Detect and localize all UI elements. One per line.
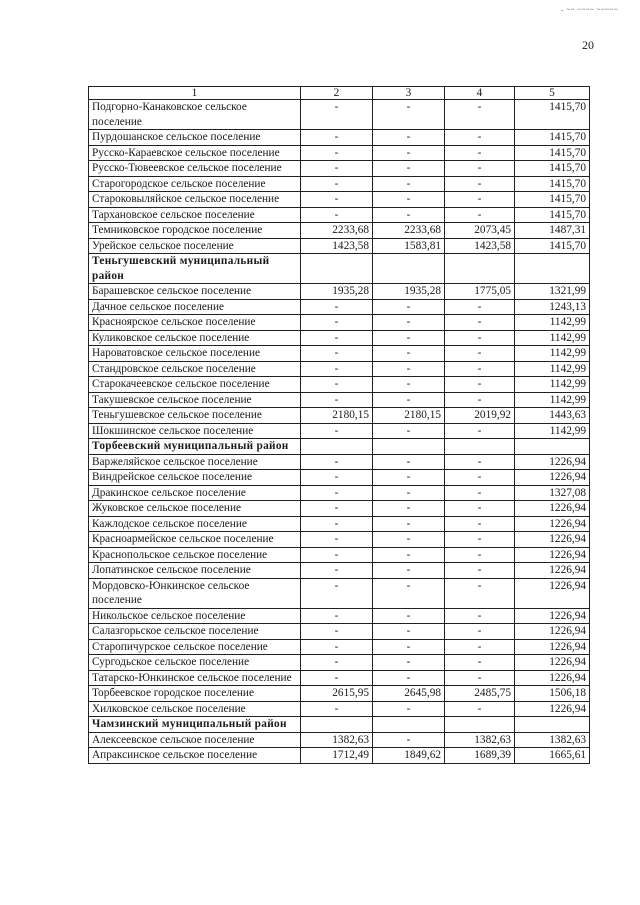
table-header-row [89, 87, 590, 100]
value-cell-c3: - [373, 145, 445, 161]
table-row [89, 547, 590, 563]
settlement-name-cell: Нароватовское сельское поселение [89, 346, 301, 362]
table-row [89, 655, 590, 671]
value-cell-c2: 1935,28 [301, 284, 373, 300]
value-cell-c3: - [373, 655, 445, 671]
value-cell-c5: 1415,70 [515, 145, 590, 161]
column-header: 2 [301, 87, 373, 100]
value-cell-c5: 1226,94 [515, 639, 590, 655]
value-cell-c2: - [301, 207, 373, 223]
value-cell-c2: 2180,15 [301, 408, 373, 424]
settlement-name-cell: Старокачеевское сельское поселение [89, 377, 301, 393]
value-cell-c2: - [301, 392, 373, 408]
value-cell-c3: - [373, 330, 445, 346]
value-cell-c4: - [445, 485, 515, 501]
value-cell-c3: - [373, 161, 445, 177]
value-cell-c4: - [445, 454, 515, 470]
value-cell-c5: 1142,99 [515, 377, 590, 393]
table-row [89, 686, 590, 702]
table-row [89, 516, 590, 532]
value-cell-c5: 1415,70 [515, 207, 590, 223]
value-cell-c3 [373, 254, 445, 284]
value-cell-c3: - [373, 470, 445, 486]
value-cell-c3: - [373, 501, 445, 517]
table-row [89, 100, 590, 130]
value-cell-c4: - [445, 578, 515, 608]
settlement-name-cell: Старопичурское сельское поселение [89, 639, 301, 655]
settlement-name-cell: Теньгушевское сельское поселение [89, 408, 301, 424]
value-cell-c3: - [373, 130, 445, 146]
value-cell-c4: - [445, 608, 515, 624]
table-row [89, 330, 590, 346]
value-cell-c2: - [301, 516, 373, 532]
value-cell-c2: 2615,95 [301, 686, 373, 702]
value-cell-c2: 1423,58 [301, 238, 373, 254]
value-cell-c3: - [373, 639, 445, 655]
column-header: 4 [445, 87, 515, 100]
value-cell-c4: - [445, 423, 515, 439]
value-cell-c2: - [301, 532, 373, 548]
table-row [89, 501, 590, 517]
settlement-name-cell: Татарско-Юнкинское сельское поселение [89, 670, 301, 686]
value-cell-c2: - [301, 485, 373, 501]
value-cell-c5: 1142,99 [515, 346, 590, 362]
value-cell-c2: - [301, 315, 373, 331]
value-cell-c3: - [373, 423, 445, 439]
table-row [89, 624, 590, 640]
table-row [89, 701, 590, 717]
value-cell-c3: 1583,81 [373, 238, 445, 254]
value-cell-c5: 1226,94 [515, 454, 590, 470]
value-cell-c4: - [445, 470, 515, 486]
settlement-name-cell: Варжеляйское сельское поселение [89, 454, 301, 470]
column-header: 3 [373, 87, 445, 100]
settlement-name-cell: Староковыляйское сельское поселение [89, 192, 301, 208]
value-cell-c4: - [445, 624, 515, 640]
value-cell-c5 [515, 717, 590, 733]
settlement-name-cell: Дракинское сельское поселение [89, 485, 301, 501]
value-cell-c3: - [373, 516, 445, 532]
settlement-name-cell: Алексеевское сельское поселение [89, 732, 301, 748]
value-cell-c4: - [445, 563, 515, 579]
value-cell-c4: - [445, 701, 515, 717]
value-cell-c4: - [445, 361, 515, 377]
table-row [89, 346, 590, 362]
value-cell-c5: 1415,70 [515, 100, 590, 130]
value-cell-c2 [301, 254, 373, 284]
settlement-name-cell: Салазгорьское сельское поселение [89, 624, 301, 640]
value-cell-c3: - [373, 346, 445, 362]
value-cell-c2: - [301, 470, 373, 486]
value-cell-c4 [445, 717, 515, 733]
value-cell-c2: - [301, 130, 373, 146]
value-cell-c3: - [373, 207, 445, 223]
column-header: 1 [89, 87, 301, 100]
table-row [89, 563, 590, 579]
settlement-name-cell: Торбеевский муниципальный район [89, 439, 301, 455]
value-cell-c2: - [301, 346, 373, 362]
value-cell-c2: - [301, 547, 373, 563]
settlement-name-cell: Подгорно-Канаковское сельское поселение [89, 100, 301, 130]
value-cell-c3: 1935,28 [373, 284, 445, 300]
settlement-name-cell: Краснопольское сельское поселение [89, 547, 301, 563]
value-cell-c5 [515, 439, 590, 455]
table-row [89, 408, 590, 424]
settlement-name-cell: Торбеевское городское поселение [89, 686, 301, 702]
value-cell-c4 [445, 439, 515, 455]
table-row [89, 130, 590, 146]
value-cell-c2: - [301, 176, 373, 192]
tariff-table [88, 86, 590, 764]
settlement-name-cell: Красноярское сельское поселение [89, 315, 301, 331]
table-row [89, 454, 590, 470]
value-cell-c5: 1142,99 [515, 330, 590, 346]
value-cell-c2: - [301, 161, 373, 177]
value-cell-c3: - [373, 547, 445, 563]
value-cell-c5: 1226,94 [515, 608, 590, 624]
value-cell-c4: - [445, 547, 515, 563]
table-row [89, 192, 590, 208]
value-cell-c4: - [445, 207, 515, 223]
settlement-name-cell: Апраксинское сельское поселение [89, 748, 301, 764]
value-cell-c3: - [373, 392, 445, 408]
table-row [89, 470, 590, 486]
settlement-name-cell: Мордовско-Юнкинское сельское поселение [89, 578, 301, 608]
value-cell-c5: 1415,70 [515, 192, 590, 208]
table-row [89, 161, 590, 177]
district-row [89, 439, 590, 455]
value-cell-c2: - [301, 423, 373, 439]
settlement-name-cell: Красноармейское сельское поселение [89, 532, 301, 548]
value-cell-c2 [301, 717, 373, 733]
value-cell-c4: - [445, 670, 515, 686]
value-cell-c3: - [373, 485, 445, 501]
value-cell-c5: 1226,94 [515, 470, 590, 486]
value-cell-c2: - [301, 192, 373, 208]
value-cell-c5: 1243,13 [515, 299, 590, 315]
page-number: 20 [582, 38, 594, 52]
value-cell-c3: - [373, 315, 445, 331]
value-cell-c5: 1415,70 [515, 238, 590, 254]
value-cell-c4: - [445, 639, 515, 655]
settlement-name-cell: Шокшинское сельское поселение [89, 423, 301, 439]
settlement-name-cell: Пурдошанское сельское поселение [89, 130, 301, 146]
value-cell-c3: 2180,15 [373, 408, 445, 424]
value-cell-c2: - [301, 100, 373, 130]
value-cell-c3: - [373, 608, 445, 624]
settlement-name-cell: Куликовское сельское поселение [89, 330, 301, 346]
value-cell-c3: - [373, 377, 445, 393]
value-cell-c3: - [373, 532, 445, 548]
value-cell-c4: - [445, 161, 515, 177]
value-cell-c4: 1775,05 [445, 284, 515, 300]
value-cell-c4: - [445, 145, 515, 161]
value-cell-c5: 1665,61 [515, 748, 590, 764]
value-cell-c4: - [445, 315, 515, 331]
value-cell-c2: 1382,63 [301, 732, 373, 748]
table-row [89, 423, 590, 439]
value-cell-c3: 1849,62 [373, 748, 445, 764]
value-cell-c5: 1226,94 [515, 501, 590, 517]
value-cell-c3: - [373, 578, 445, 608]
value-cell-c5: 1142,99 [515, 315, 590, 331]
settlement-name-cell: Хилковское сельское поселение [89, 701, 301, 717]
value-cell-c4: - [445, 516, 515, 532]
table-row [89, 639, 590, 655]
value-cell-c2: - [301, 299, 373, 315]
settlement-name-cell: Никольское сельское поселение [89, 608, 301, 624]
value-cell-c5: 1415,70 [515, 161, 590, 177]
value-cell-c2: - [301, 578, 373, 608]
value-cell-c3: - [373, 454, 445, 470]
district-row [89, 717, 590, 733]
value-cell-c3: - [373, 192, 445, 208]
table-row [89, 670, 590, 686]
table-row [89, 578, 590, 608]
value-cell-c4: 1423,58 [445, 238, 515, 254]
value-cell-c5: 1226,94 [515, 624, 590, 640]
value-cell-c4: - [445, 192, 515, 208]
table-row [89, 176, 590, 192]
settlement-name-cell: Лопатинское сельское поселение [89, 563, 301, 579]
value-cell-c2: - [301, 361, 373, 377]
value-cell-c4: - [445, 655, 515, 671]
value-cell-c5: 1415,70 [515, 176, 590, 192]
value-cell-c3: - [373, 670, 445, 686]
value-cell-c5: 1382,63 [515, 732, 590, 748]
table-row [89, 748, 590, 764]
table-row [89, 145, 590, 161]
value-cell-c5: 1415,70 [515, 130, 590, 146]
table-row [89, 732, 590, 748]
settlement-name-cell: Кажлодское сельское поселение [89, 516, 301, 532]
value-cell-c5: 1506,18 [515, 686, 590, 702]
value-cell-c5: 1487,31 [515, 223, 590, 239]
value-cell-c3: - [373, 624, 445, 640]
value-cell-c3: - [373, 563, 445, 579]
value-cell-c5: 1142,99 [515, 361, 590, 377]
value-cell-c4: 2019,92 [445, 408, 515, 424]
table-row [89, 377, 590, 393]
value-cell-c2: 2233,68 [301, 223, 373, 239]
settlement-name-cell: Сургодьское сельское поселение [89, 655, 301, 671]
table-row [89, 392, 590, 408]
settlement-name-cell: Старогородское сельское поселение [89, 176, 301, 192]
value-cell-c2: - [301, 501, 373, 517]
value-cell-c2: - [301, 377, 373, 393]
value-cell-c5: 1226,94 [515, 532, 590, 548]
column-header: 5 [515, 87, 590, 100]
value-cell-c2 [301, 439, 373, 455]
value-cell-c2: - [301, 639, 373, 655]
settlement-name-cell: Стандровское сельское поселение [89, 361, 301, 377]
table-row [89, 299, 590, 315]
value-cell-c2: - [301, 145, 373, 161]
value-cell-c4: - [445, 346, 515, 362]
value-cell-c3: - [373, 701, 445, 717]
table-row [89, 532, 590, 548]
value-cell-c4: - [445, 100, 515, 130]
value-cell-c3: - [373, 732, 445, 748]
table-row [89, 608, 590, 624]
district-row [89, 254, 590, 284]
settlement-name-cell: Теньгушевский муниципальный район [89, 254, 301, 284]
value-cell-c4: - [445, 377, 515, 393]
value-cell-c2: - [301, 701, 373, 717]
value-cell-c5 [515, 254, 590, 284]
table-row [89, 238, 590, 254]
header-scribble: - ~~ ~~~~ ~~~~~ [561, 6, 618, 14]
settlement-name-cell: Жуковское сельское поселение [89, 501, 301, 517]
value-cell-c5: 1327,08 [515, 485, 590, 501]
settlement-name-cell: Темниковское городское поселение [89, 223, 301, 239]
value-cell-c4: 2485,75 [445, 686, 515, 702]
value-cell-c2: 1712,49 [301, 748, 373, 764]
settlement-name-cell: Чамзинский муниципальный район [89, 717, 301, 733]
value-cell-c4: 1382,63 [445, 732, 515, 748]
settlement-name-cell: Урейское сельское поселение [89, 238, 301, 254]
value-cell-c3: - [373, 299, 445, 315]
value-cell-c3: - [373, 361, 445, 377]
table-row [89, 361, 590, 377]
value-cell-c3: 2233,68 [373, 223, 445, 239]
value-cell-c5: 1226,94 [515, 655, 590, 671]
value-cell-c5: 1226,94 [515, 670, 590, 686]
table-row [89, 223, 590, 239]
value-cell-c5: 1226,94 [515, 578, 590, 608]
value-cell-c4: - [445, 299, 515, 315]
value-cell-c2: - [301, 454, 373, 470]
settlement-name-cell: Такушевское сельское поселение [89, 392, 301, 408]
value-cell-c4: - [445, 330, 515, 346]
value-cell-c2: - [301, 563, 373, 579]
value-cell-c4 [445, 254, 515, 284]
value-cell-c5: 1226,94 [515, 701, 590, 717]
value-cell-c4: 1689,39 [445, 748, 515, 764]
value-cell-c3 [373, 717, 445, 733]
settlement-name-cell: Дачное сельское поселение [89, 299, 301, 315]
settlement-name-cell: Русско-Тювеевское сельское поселение [89, 161, 301, 177]
value-cell-c5: 1142,99 [515, 392, 590, 408]
value-cell-c3: - [373, 100, 445, 130]
table-row [89, 207, 590, 223]
value-cell-c5: 1226,94 [515, 547, 590, 563]
value-cell-c2: - [301, 330, 373, 346]
value-cell-c2: - [301, 624, 373, 640]
value-cell-c5: 1321,99 [515, 284, 590, 300]
value-cell-c3: 2645,98 [373, 686, 445, 702]
value-cell-c2: - [301, 670, 373, 686]
settlement-name-cell: Барашевское сельское поселение [89, 284, 301, 300]
value-cell-c4: - [445, 392, 515, 408]
value-cell-c2: - [301, 608, 373, 624]
value-cell-c5: 1142,99 [515, 423, 590, 439]
value-cell-c5: 1443,63 [515, 408, 590, 424]
table-row [89, 284, 590, 300]
value-cell-c4: - [445, 130, 515, 146]
value-cell-c5: 1226,94 [515, 563, 590, 579]
value-cell-c4: - [445, 176, 515, 192]
settlement-name-cell: Русско-Караевское сельское поселение [89, 145, 301, 161]
value-cell-c2: - [301, 655, 373, 671]
value-cell-c4: - [445, 501, 515, 517]
settlement-name-cell: Виндрейское сельское поселение [89, 470, 301, 486]
table-row [89, 485, 590, 501]
table-row [89, 315, 590, 331]
value-cell-c3 [373, 439, 445, 455]
value-cell-c5: 1226,94 [515, 516, 590, 532]
value-cell-c4: - [445, 532, 515, 548]
settlement-name-cell: Тархановское сельское поселение [89, 207, 301, 223]
value-cell-c4: 2073,45 [445, 223, 515, 239]
value-cell-c3: - [373, 176, 445, 192]
